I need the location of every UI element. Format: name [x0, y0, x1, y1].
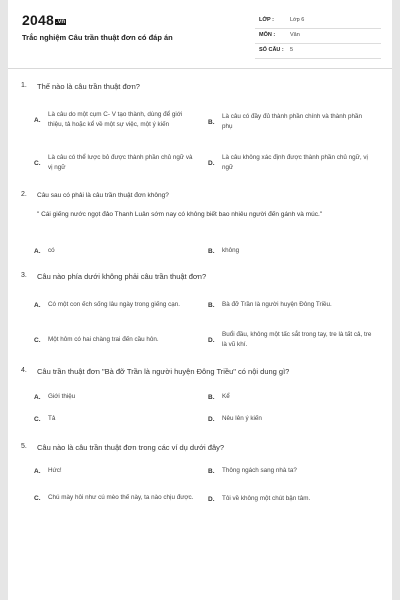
option-label: C.	[34, 336, 41, 344]
option-3b[interactable]	[208, 299, 373, 311]
option-label: D.	[208, 415, 215, 423]
logo-suffix: .vn	[55, 19, 66, 25]
worksheet-page	[8, 0, 392, 600]
question-text: Câu nào phía dưới không phải câu trần thuật đơn?	[37, 272, 207, 281]
question-number: 5.	[21, 443, 27, 450]
question-text: Câu nào là câu trần thuật đơn trong các ví dụ dưới đây?	[37, 443, 225, 452]
option-text: Nêu lên ý kiến	[222, 415, 262, 422]
option-text: Kể	[222, 393, 230, 400]
option-label: A.	[34, 116, 41, 124]
meta-row-subject	[255, 29, 381, 44]
option-5b[interactable]	[208, 465, 373, 477]
option-label: C.	[34, 415, 41, 423]
option-label: A.	[34, 301, 41, 309]
option-label: A.	[34, 467, 41, 475]
option-5c[interactable]	[34, 487, 199, 509]
option-label: A.	[34, 247, 41, 255]
option-label: B.	[208, 393, 215, 401]
meta-value: 5	[290, 47, 294, 53]
question-text: Thế nào là câu trần thuật đơn?	[37, 82, 140, 91]
meta-value: Lớp 6	[290, 17, 305, 23]
option-text: Bà đỡ Trần là người huyện Đông Triều.	[222, 301, 332, 308]
option-3c[interactable]	[34, 334, 199, 346]
worksheet-header	[8, 0, 392, 69]
worksheet-title: Trắc nghiệm Câu trần thuật đơn có đáp án	[22, 33, 173, 42]
site-logo[interactable]	[22, 12, 66, 28]
logo-text: 2048	[22, 12, 54, 28]
option-1b[interactable]	[208, 111, 373, 133]
option-label: B.	[208, 467, 215, 475]
option-2a[interactable]	[34, 245, 199, 257]
option-text: không	[222, 247, 240, 254]
question-number: 1.	[21, 82, 27, 89]
option-2b[interactable]	[208, 245, 373, 257]
option-label: C.	[34, 159, 41, 167]
meta-row-grade	[255, 14, 381, 29]
option-text: Có một con ếch sống lâu ngày trong giếng cạn.	[48, 301, 180, 308]
option-4a[interactable]	[34, 391, 199, 403]
option-text: Chú mày hôi như cú mèo thế này, ta nào chịu được.	[48, 494, 194, 501]
meta-key: MÔN :	[259, 32, 276, 38]
option-5d[interactable]	[208, 493, 373, 505]
option-label: D.	[208, 159, 215, 167]
option-1d[interactable]	[208, 152, 373, 174]
question-text: Câu trần thuật đơn "Bà đỡ Trần là người huyện Đông Triều" có nội dung gì?	[37, 367, 290, 376]
option-4c[interactable]	[34, 413, 199, 425]
meta-row-count	[255, 44, 381, 59]
option-label: A.	[34, 393, 41, 401]
question-quote: " Cái giếng nước ngọt đảo Thanh Luân sớm nay có không biết bao nhiêu người đến gánh và múc."	[37, 211, 323, 218]
option-text: Là câu do một cụm C- V tạo thành, dùng để giới thiệu, tả hoặc kể về một sự việc, một ý kiến	[48, 111, 183, 128]
option-4d[interactable]	[208, 413, 373, 425]
question-number: 4.	[21, 367, 27, 374]
option-text: Giới thiệu	[48, 393, 76, 400]
option-text: có	[48, 247, 55, 254]
option-text: Một hôm có hai chàng trai đến cầu hôn.	[48, 336, 159, 343]
option-label: B.	[208, 247, 215, 255]
option-1c[interactable]	[34, 152, 199, 174]
option-label: C.	[34, 494, 41, 502]
option-3d[interactable]	[208, 329, 373, 351]
option-text: Là câu có thể lược bỏ được thành phần chủ ngữ và vị ngữ	[48, 154, 193, 171]
meta-key: SỐ CÂU :	[259, 47, 284, 53]
option-4b[interactable]	[208, 391, 373, 403]
option-5a[interactable]	[34, 465, 199, 477]
option-1a[interactable]	[34, 104, 199, 136]
question-text: Câu sau có phải là câu trần thuật đơn không?	[37, 192, 169, 199]
option-text: Hức!	[48, 467, 62, 474]
option-text: Là câu có đầy đủ thành phần chính và thành phần phụ	[222, 113, 363, 130]
option-label: B.	[208, 118, 215, 126]
option-text: Thông ngách sang nhà ta?	[222, 467, 297, 474]
option-label: D.	[208, 336, 215, 344]
question-number: 2.	[21, 191, 27, 198]
meta-value: Văn	[290, 32, 300, 38]
option-label: D.	[208, 495, 215, 503]
option-text: Buổi đầu, không một tấc sắt trong tay, tre là tất cả, tre là vũ khí.	[222, 331, 372, 348]
option-text: Tả	[48, 415, 56, 422]
option-label: B.	[208, 301, 215, 309]
option-text: Tôi về không một chút bận tâm.	[222, 495, 311, 502]
option-3a[interactable]	[34, 294, 199, 316]
option-text: Là câu không xác định được thành phần chủ ngữ, vị ngữ	[222, 154, 368, 171]
meta-key: LỚP :	[259, 17, 274, 23]
question-number: 3.	[21, 272, 27, 279]
